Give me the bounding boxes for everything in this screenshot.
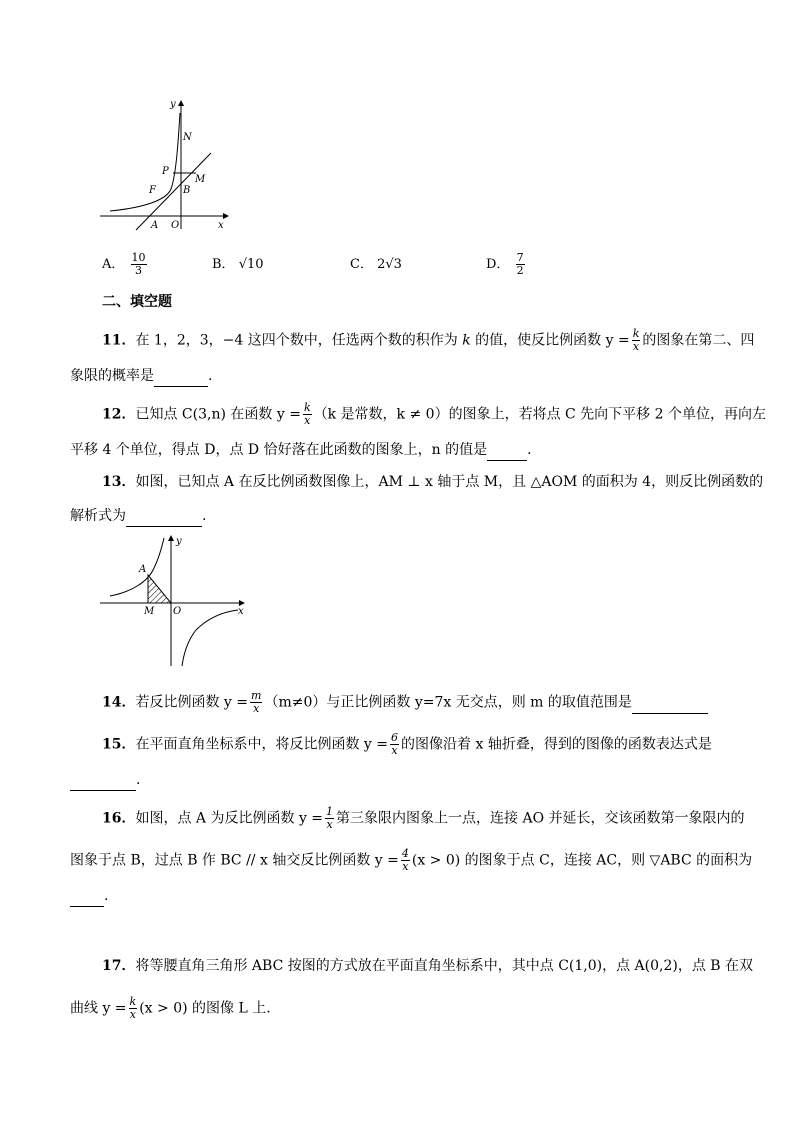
q12-fraction: $\frac{k}{x}$ xyxy=(303,401,311,427)
q17-line2: 曲线 y = $\frac{k}{x}$ (x > 0) 的图像 L 上. xyxy=(70,995,271,1021)
option-a: A． $\frac{10}{3}$ xyxy=(102,251,146,277)
label-A: A xyxy=(151,220,159,231)
q11-fraction: $\frac{k}{x}$ xyxy=(632,327,640,353)
label-x: x xyxy=(218,220,224,231)
q17-fraction: $\frac{k}{x}$ xyxy=(129,995,137,1021)
label-N: N xyxy=(183,132,192,143)
label-M: M xyxy=(195,174,206,185)
triangle-AOM xyxy=(148,575,171,603)
q12-answer-blank[interactable] xyxy=(487,440,527,461)
q11-line2: 象限的概率是 . xyxy=(70,366,212,387)
option-c: C． 2√3 xyxy=(350,257,402,272)
option-a-fraction: $\frac{10}{3}$ xyxy=(131,251,146,277)
q16-line2: 图象于点 B，过点 B 作 BC // x 轴交反比例函数 y = $\frac{4}{x}$ (x > 0) 的图象于点 C，连接 AC，则 ▽ABC 的面积为 xyxy=(70,847,753,873)
section-title: 二、填空题 xyxy=(102,294,172,310)
q13-line2: 解析式为 . xyxy=(70,506,206,527)
label-y: y xyxy=(170,99,176,110)
figure-q13-graph xyxy=(96,532,251,670)
q12-line1: 12．已知点 C(3,n) 在函数 y = $\frac{k}{x}$ （k 是常数，k ≠ 0）的图象上，若将点 C 先向下平移 2 个单位，再向左 xyxy=(102,401,766,427)
q17-line1: 17．将等腰直角三角形 ABC 按图的方式放在平面直角坐标系中，其中点 C(1,0)，点 A(0,2)，点 B 在双 xyxy=(102,958,754,974)
q14-answer-blank[interactable] xyxy=(632,693,708,714)
q14-fraction: $\frac{m}{x}$ xyxy=(251,689,262,715)
q16-fraction: $\frac{1}{x}$ xyxy=(326,805,334,831)
line-AM xyxy=(136,153,211,230)
label-B: B xyxy=(183,185,191,196)
q16-answer-blank[interactable] xyxy=(70,886,104,907)
q11-answer-blank[interactable] xyxy=(154,366,208,387)
label-A: A xyxy=(139,564,147,575)
q16-line1: 16．如图，点 A 为反比例函数 y = $\frac{1}{x}$ 第三象限内图象上一点，连接 AO 并延长，交该函数第一象限内的 xyxy=(102,805,745,831)
q12-line2: 平移 4 个单位，得点 D，点 D 恰好落在此函数的图象上，n 的值是 . xyxy=(70,440,532,461)
label-O: O xyxy=(173,606,182,617)
q16-fraction-2: $\frac{4}{x}$ xyxy=(401,847,409,873)
label-y: y xyxy=(176,536,182,547)
option-d: D． $\frac{7}{2}$ xyxy=(486,251,524,277)
label-x: x xyxy=(238,606,244,617)
option-b: B． √10 xyxy=(212,257,264,272)
label-F: F xyxy=(149,185,156,196)
q13-line1: 13．如图，已知点 A 在反比例函数图像上，AM ⊥ x 轴于点 M，且 △AOM 的面积为 4，则反比例函数的 xyxy=(102,474,764,490)
q15-fraction: $\frac{6}{x}$ xyxy=(391,731,399,757)
label-P: P xyxy=(162,166,169,177)
q16-line3: . xyxy=(70,886,108,907)
figure-q10-graph xyxy=(96,95,236,235)
hyperbola-branch-q4 xyxy=(182,610,238,666)
q15-line2: . xyxy=(70,770,140,791)
label-O: O xyxy=(171,220,180,231)
q15-line1: 15．在平面直角坐标系中，将反比例函数 y = $\frac{6}{x}$ 的图像沿着 x 轴折叠，得到的图像的函数表达式是 xyxy=(102,731,712,757)
q13-answer-blank[interactable] xyxy=(126,506,202,527)
option-d-fraction: $\frac{7}{2}$ xyxy=(516,251,524,277)
q14-line: 14．若反比例函数 y = $\frac{m}{x}$ （m≠0）与正比例函数 y=7x 无交点，则 m 的取值范围是 xyxy=(102,690,708,715)
label-M: M xyxy=(144,606,155,617)
q11-line1: 11．在 1，2，3，−4 这四个数中，任选两个数的积作为 k 的值，使反比例函数 y = $\frac{k}{x}$ 的图象在第二、四 xyxy=(102,327,755,353)
q15-answer-blank[interactable] xyxy=(70,770,136,791)
